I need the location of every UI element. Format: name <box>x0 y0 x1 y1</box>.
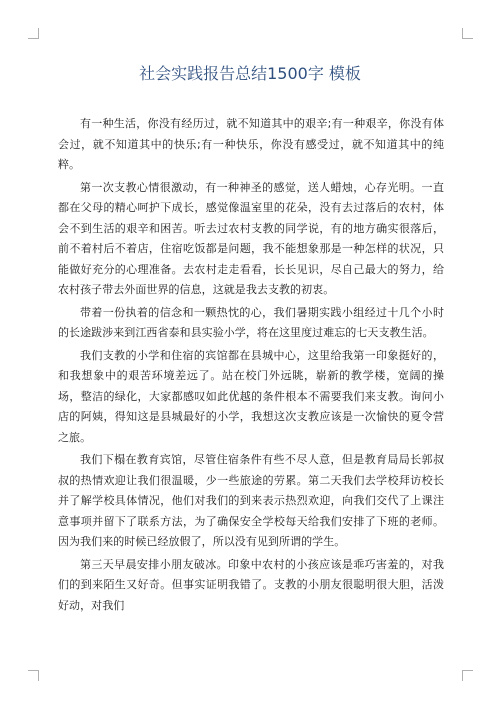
document-title: 社会实践报告总结1500字 模板 <box>139 64 361 83</box>
page-corner-mark-top-left <box>28 28 39 39</box>
paragraph-6: 第三天早晨安排小朋友破冰。印象中农村的小孩应该是乖巧害羞的，对我们的到来陌生又好奇。但事实证明我错了。支教的小朋友很聪明很大胆，活泼好动，对我们 <box>58 557 444 612</box>
paragraph-1: 有一种生活，你没有经历过，就不知道其中的艰辛;有一种艰辛，你没有体会过，就不知道其中的快乐;有一种快乐，你没有感受过，就不知道其中的纯粹。 <box>58 117 444 171</box>
paragraph-2: 第一次支教心情很激动，有一种神圣的感觉，送人蜡烛，心存光明。一直都在父母的精心呵护下成长，感觉像温室里的花朵，没有去过落后的农村，体会不到生活的艰辛和困苦。听去过农村支教的同学说，有的地方确实很落后，前不着村后不着店，住宿吃饭都是问题，我不能想象那是一种怎样的状况，只能做好充分的心理准备。去农村走走看看，长长见识，尽自己最大的努力，给农村孩子带去外面世界的信息，这就是我去支教的初衷。 <box>58 180 444 296</box>
paragraph-4: 我们支教的小学和住宿的宾馆都在县城中心，这里给我第一印象挺好的，和我想象中的艰苦环境差远了。站在校门外远眺，崭新的教学楼，宽阔的操场，整洁的绿化，大家都感叹如此优越的条件根本不需要我们来支教。询问小店的阿姨，得知这是县城最好的小学，我想这次支教应该是一次愉快的夏令营之旅。 <box>58 348 444 444</box>
page-corner-mark-top-right <box>462 28 473 39</box>
paragraph-3: 带着一份执着的信念和一颗热忱的心，我们暑期实践小组经过十几个小时的长途跋涉来到江西省泰和县实验小学，将在这里度过难忘的七天支教生活。 <box>58 305 444 339</box>
page-corner-mark-bottom-right <box>462 670 473 681</box>
document-body <box>58 114 444 618</box>
paragraph-5: 我们下榻在教育宾馆，尽管住宿条件有些不尽人意，但是教育局局长郭叔叔的热情欢迎让我们很温暖，少一些旅途的劳累。第二天我们去学校拜访校长并了解学校具体情况，他们对我们的到来表示热烈欢迎，向我们交代了上课注意事项并留下了联系方法，为了确保安全学校每天给我们安排了下班的老师。因为我们来的时候已经放假了，所以没有见到所谓的学生。 <box>58 453 444 548</box>
page-corner-mark-bottom-left <box>28 670 39 681</box>
